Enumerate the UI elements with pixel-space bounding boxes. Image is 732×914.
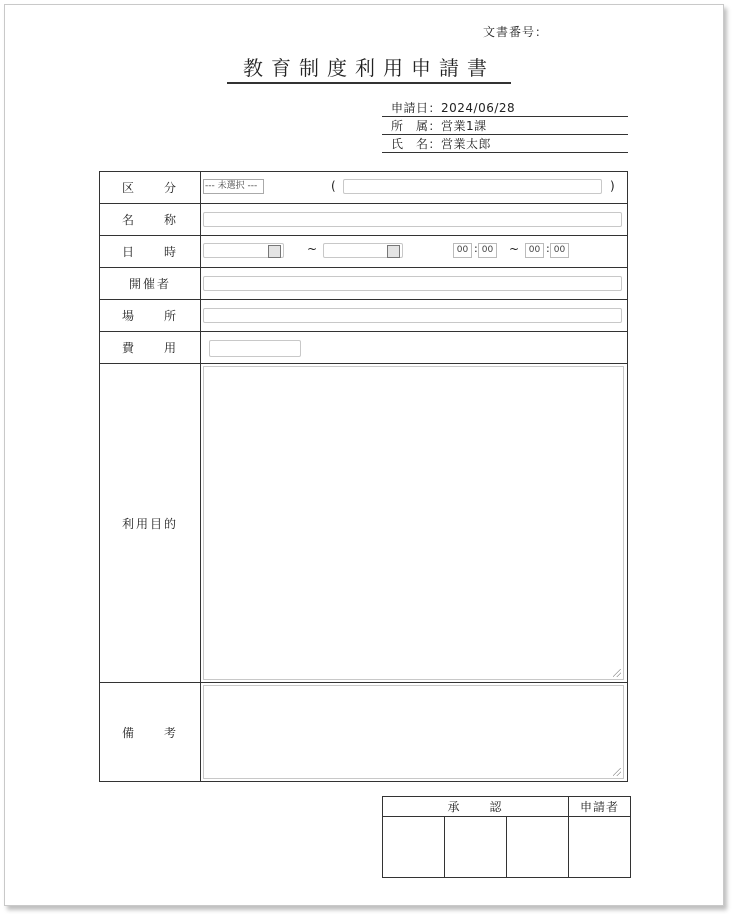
label-remarks: 備 考 <box>100 683 201 782</box>
approval-stamp-cell <box>445 817 507 878</box>
page-title: 教育制度利用申請書 <box>227 52 511 84</box>
category-select[interactable]: --- 未選択 --- <box>203 179 264 194</box>
label-name: 名 称 <box>100 204 201 236</box>
approval-stamp-box <box>382 796 631 878</box>
organizer-input[interactable] <box>203 276 622 291</box>
remarks-textarea[interactable] <box>203 685 624 779</box>
date-label: 申請日： <box>391 101 442 115</box>
application-form <box>99 171 628 782</box>
paren-close: ) <box>610 179 615 193</box>
calendar-icon[interactable] <box>387 245 400 258</box>
paren-open: ( <box>331 179 336 193</box>
end-minute-input[interactable]: 00 <box>550 243 569 258</box>
meta-dept <box>382 118 628 135</box>
doc-number-label: 文書番号： <box>483 25 549 39</box>
purpose-textarea[interactable] <box>203 366 624 680</box>
meta-name <box>382 136 628 153</box>
start-minute-input[interactable]: 00 <box>478 243 497 258</box>
resize-grip-icon[interactable] <box>613 768 621 776</box>
name-input[interactable] <box>203 212 622 227</box>
approval-stamp-cell <box>383 817 445 878</box>
time-tilde: ~ <box>509 242 520 256</box>
approval-label: 承 認 <box>383 797 569 817</box>
name-label: 氏 名： <box>391 137 442 151</box>
dept-label: 所 属： <box>391 119 442 133</box>
resize-grip-icon[interactable] <box>613 669 621 677</box>
time-separator: : <box>474 242 478 255</box>
end-date-input[interactable] <box>323 243 403 258</box>
calendar-icon[interactable] <box>268 245 281 258</box>
category-detail-input[interactable] <box>343 179 602 194</box>
start-date-input[interactable] <box>203 243 284 258</box>
date-tilde: ~ <box>307 242 318 256</box>
applicant-stamp-cell <box>569 817 631 878</box>
label-purpose: 利用目的 <box>100 364 201 683</box>
cost-input[interactable] <box>209 340 301 357</box>
label-datetime: 日 時 <box>100 236 201 268</box>
label-location: 場 所 <box>100 300 201 332</box>
time-separator: : <box>546 242 550 255</box>
label-category: 区 分 <box>100 172 201 204</box>
dept-value: 営業1課 <box>441 119 487 133</box>
name-value: 営業太郎 <box>441 137 492 151</box>
meta-date <box>382 100 628 117</box>
end-hour-input[interactable]: 00 <box>525 243 544 258</box>
approval-stamp-cell <box>507 817 569 878</box>
label-organizer: 開催者 <box>100 268 201 300</box>
applicant-label: 申請者 <box>569 797 631 817</box>
label-cost: 費 用 <box>100 332 201 364</box>
date-value: 2024/06/28 <box>441 101 516 115</box>
location-input[interactable] <box>203 308 622 323</box>
start-hour-input[interactable]: 00 <box>453 243 472 258</box>
